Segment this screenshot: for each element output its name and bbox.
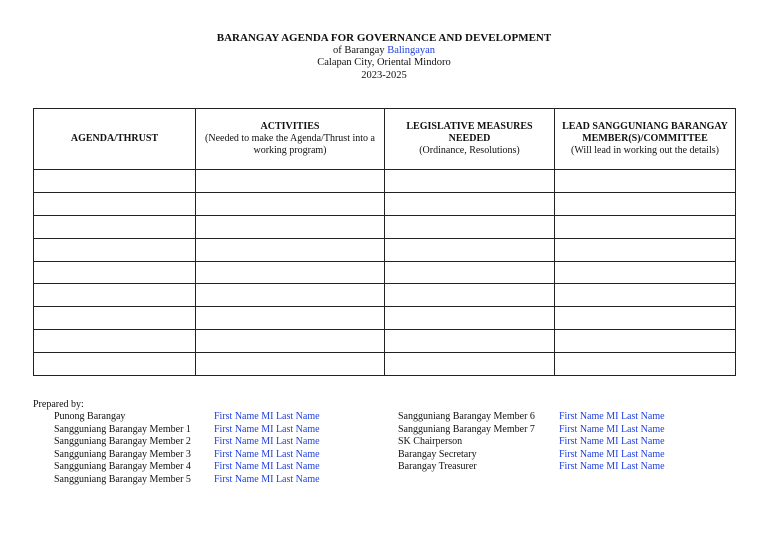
table-cell[interactable]	[385, 215, 555, 238]
header-agenda-thrust	[34, 109, 196, 170]
document-title: BARANGAY AGENDA FOR GOVERNANCE AND DEVELOPMENT	[216, 32, 552, 44]
signatory-name: First Name MI Last Name	[214, 473, 320, 485]
header-legislative-title: LEGISLATIVE MEASURES NEEDED	[406, 121, 533, 144]
signatory-list-right	[398, 411, 718, 474]
table-cell[interactable]	[196, 215, 385, 238]
table-cell[interactable]	[34, 170, 196, 193]
signatory-row	[398, 436, 718, 449]
signatory-name: First Name MI Last Name	[214, 436, 320, 448]
signatory-role: Sangguniang Barangay Member 5	[54, 473, 191, 485]
signatory-row	[54, 461, 354, 474]
table-cell[interactable]	[34, 192, 196, 215]
table-cell[interactable]	[196, 192, 385, 215]
prepared-by-label: Prepared by:	[33, 399, 84, 410]
table-cell[interactable]	[196, 307, 385, 330]
table-cell[interactable]	[555, 215, 736, 238]
table-row	[34, 261, 736, 284]
header-lead-member	[555, 109, 736, 170]
signatory-name: First Name MI Last Name	[559, 411, 665, 422]
table-cell[interactable]	[555, 284, 736, 307]
signatory-row	[398, 411, 718, 424]
table-cell[interactable]	[385, 170, 555, 193]
table-cell[interactable]	[555, 353, 736, 376]
signatory-role: Sangguniang Barangay Member 1	[54, 423, 191, 435]
signatory-role: Punong Barangay	[54, 411, 126, 422]
table-cell[interactable]	[555, 307, 736, 330]
signatory-role: Barangay Treasurer	[398, 461, 477, 473]
signatory-row	[54, 474, 354, 487]
table-cell[interactable]	[555, 330, 736, 353]
signatory-role: Barangay Secretary	[398, 448, 477, 460]
signatory-role: Sangguniang Barangay Member 4	[54, 461, 191, 473]
signatory-row	[54, 436, 354, 449]
signatory-name: First Name MI Last Name	[559, 436, 665, 448]
barangay-line	[0, 45, 768, 58]
signatory-row	[398, 449, 718, 462]
header-activities	[196, 109, 385, 170]
table-cell[interactable]	[34, 307, 196, 330]
table-row	[34, 284, 736, 307]
table-cell[interactable]	[385, 353, 555, 376]
signatory-name: First Name MI Last Name	[559, 448, 665, 460]
signatory-list-left	[54, 411, 354, 487]
table-header-row	[34, 109, 736, 170]
years-line: 2023-2025	[361, 69, 407, 81]
signatory-name: First Name MI Last Name	[214, 411, 320, 422]
signatory-name: First Name MI Last Name	[559, 461, 665, 473]
header-agenda-title: AGENDA/THRUST	[70, 133, 159, 144]
table-cell[interactable]	[196, 261, 385, 284]
agenda-table	[33, 108, 736, 376]
signatory-role: Sangguniang Barangay Member 7	[398, 423, 535, 435]
signatory-row	[54, 424, 354, 437]
table-cell[interactable]	[555, 192, 736, 215]
header-activities-subtitle: (Needed to make the Agenda/Thrust into a working program)	[205, 133, 375, 156]
table-body	[34, 170, 736, 376]
table-cell[interactable]	[385, 284, 555, 307]
table-cell[interactable]	[385, 330, 555, 353]
signatory-row	[398, 424, 718, 437]
table-cell[interactable]	[34, 284, 196, 307]
signatory-role: SK Chairperson	[398, 436, 463, 448]
table-cell[interactable]	[34, 330, 196, 353]
header-legislative-subtitle: (Ordinance, Resolutions)	[419, 145, 520, 156]
signatory-row	[398, 461, 718, 474]
table-row	[34, 353, 736, 376]
table-cell[interactable]	[555, 170, 736, 193]
table-row	[34, 307, 736, 330]
table-cell[interactable]	[196, 238, 385, 261]
table-cell[interactable]	[385, 307, 555, 330]
barangay-name: Balingayan	[387, 44, 436, 56]
header-lead-subtitle: (Will lead in working out the details)	[571, 145, 719, 156]
signatory-name: First Name MI Last Name	[214, 448, 320, 460]
signatory-name: First Name MI Last Name	[214, 461, 320, 473]
table-row	[34, 330, 736, 353]
table-cell[interactable]	[196, 353, 385, 376]
table-row	[34, 170, 736, 193]
table-row	[34, 238, 736, 261]
barangay-prefix: of Barangay	[332, 44, 385, 56]
signatory-role: Sangguniang Barangay Member 6	[398, 411, 535, 422]
table-cell[interactable]	[385, 192, 555, 215]
table-cell[interactable]	[385, 238, 555, 261]
table-cell[interactable]	[196, 284, 385, 307]
header-lead-title: LEAD SANGGUNIANG BARANGAY MEMBER(S)/COMMITTEE	[562, 121, 728, 144]
table-row	[34, 215, 736, 238]
table-cell[interactable]	[196, 170, 385, 193]
location-line: Calapan City, Oriental Mindoro	[317, 57, 451, 68]
table-cell[interactable]	[34, 261, 196, 284]
header-legislative-measures	[385, 109, 555, 170]
signatory-name: First Name MI Last Name	[214, 423, 320, 435]
signatory-role: Sangguniang Barangay Member 3	[54, 448, 191, 460]
table-cell[interactable]	[34, 238, 196, 261]
table-cell[interactable]	[555, 238, 736, 261]
signatory-name: First Name MI Last Name	[559, 423, 665, 435]
table-cell[interactable]	[555, 261, 736, 284]
signatory-row	[54, 411, 354, 424]
table-cell[interactable]	[34, 353, 196, 376]
table-cell[interactable]	[196, 330, 385, 353]
signatory-row	[54, 449, 354, 462]
signatory-role: Sangguniang Barangay Member 2	[54, 436, 191, 448]
header-activities-title: ACTIVITIES	[260, 121, 320, 132]
table-cell[interactable]	[34, 215, 196, 238]
table-cell[interactable]	[385, 261, 555, 284]
document-header	[0, 32, 768, 82]
table-row	[34, 192, 736, 215]
